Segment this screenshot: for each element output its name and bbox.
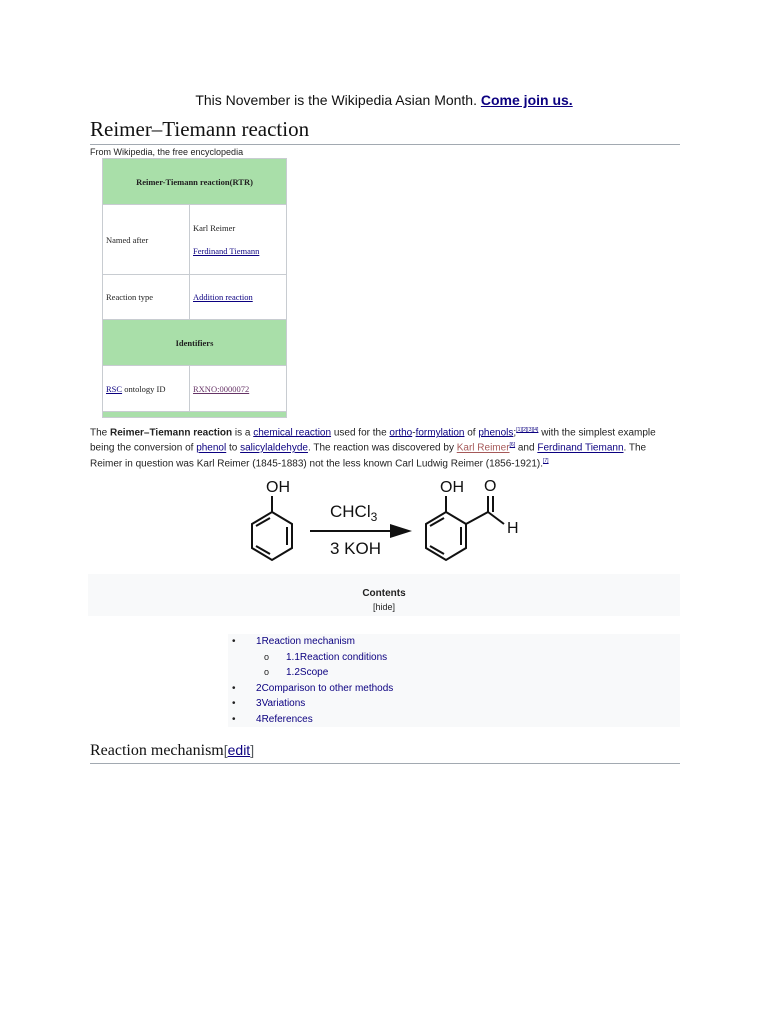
rxno-link[interactable]: RXNO:0000072 <box>193 383 250 394</box>
citation-ref[interactable]: [6] <box>509 442 516 449</box>
infobox-header: Reimer-Tiemann reaction(RTR) <box>103 159 287 205</box>
edit-section-link[interactable]: edit <box>227 742 251 758</box>
edit-bracket-close: ] <box>250 742 255 758</box>
intro-text: used for the <box>331 427 390 439</box>
bullet-icon: • <box>232 682 236 694</box>
ortho-link[interactable]: ortho <box>389 427 413 439</box>
rsc-link[interactable]: RSC <box>106 383 123 394</box>
aldehyde-h-label: H <box>507 520 519 537</box>
toc-link-references[interactable]: References <box>261 713 313 725</box>
intro-text: The <box>90 427 111 439</box>
bullet-icon: • <box>232 636 236 647</box>
identifiers-header: Identifiers <box>103 320 287 366</box>
section-title: Reaction mechanism <box>90 742 224 759</box>
phenol-link[interactable]: phenol <box>196 442 227 454</box>
toc-number[interactable]: 4 <box>256 713 262 725</box>
reagent-chcl3 <box>330 502 378 524</box>
circle-bullet-icon: o <box>264 651 270 662</box>
ferdinand-tiemann-text-link[interactable]: Ferdinand Tiemann <box>537 442 624 454</box>
intro-text: with the simplest example being the conversion of <box>90 427 656 454</box>
toc-number[interactable]: 3 <box>256 698 262 709</box>
reaction-type-label: Reaction type <box>103 275 190 320</box>
circle-bullet-icon: o <box>264 667 270 677</box>
toc-item[interactable] <box>228 696 680 712</box>
phenols-link[interactable]: phenols <box>478 427 514 439</box>
edit-bracket-open: [ <box>223 742 228 758</box>
intro-paragraph <box>90 424 680 470</box>
bullet-icon: • <box>232 698 236 709</box>
chemical-reaction-link[interactable]: chemical reaction <box>253 427 332 439</box>
toc-title: Contents <box>362 588 406 599</box>
formylation-link[interactable]: formylation <box>415 427 465 439</box>
aldehyde-o-label: O <box>484 478 497 495</box>
karl-reimer-text: Karl Reimer <box>193 222 236 233</box>
intro-text: . The reaction was discovered by <box>307 442 457 454</box>
reaction-arrowhead <box>390 524 412 538</box>
citation-ref[interactable]: [7] <box>543 457 549 464</box>
intro-text: - <box>412 427 416 439</box>
salicylaldehyde-link[interactable]: salicylaldehyde <box>240 442 308 454</box>
karl-reimer-link[interactable]: Karl Reimer <box>456 442 510 454</box>
intro-text: and <box>515 442 538 454</box>
site-notice-banner <box>0 92 768 108</box>
toc-list <box>228 634 680 727</box>
named-after-value <box>190 205 287 275</box>
toc-number[interactable]: 2 <box>256 682 262 694</box>
toc-link-variations[interactable]: Variations <box>261 698 306 709</box>
toc-link-reaction-conditions[interactable]: Reaction conditions <box>299 651 388 663</box>
section-heading-reaction-mechanism <box>90 742 680 764</box>
phenol-oh-label: OH <box>266 479 290 496</box>
article-subject: Reimer–Tiemann reaction <box>110 427 233 439</box>
bullet-icon: • <box>232 713 236 725</box>
toc-subitem[interactable] <box>228 650 680 666</box>
toc-number[interactable]: 1.1 <box>286 651 300 663</box>
infobox-footer <box>103 412 287 418</box>
reagent-chcl3-sub: 3 <box>370 510 378 524</box>
infobox <box>102 158 287 418</box>
intro-text: is a <box>232 427 254 439</box>
page-title: Reimer–Tiemann reaction <box>90 117 680 145</box>
toc-item[interactable] <box>228 634 680 650</box>
intro-text: ; <box>513 427 517 439</box>
aldehyde-h-bond <box>488 512 504 524</box>
intro-text: of <box>464 427 479 439</box>
toc-subitem[interactable] <box>228 665 680 681</box>
reagent-chcl3-text: CHCl <box>330 502 371 521</box>
toc-link-reaction-mechanism[interactable]: Reaction mechanism <box>261 636 355 647</box>
come-join-link[interactable]: Come join us. <box>480 92 573 108</box>
ferdinand-tiemann-link[interactable]: Ferdinand Tiemann <box>193 245 260 256</box>
toc-link-comparison[interactable]: Comparison to other methods <box>261 682 394 694</box>
aldehyde-bond <box>466 512 488 524</box>
toc-number[interactable]: 1 <box>256 636 262 647</box>
named-after-label: Named after <box>103 205 190 275</box>
salicylaldehyde-oh-label: OH <box>440 479 464 496</box>
rsc-ontology-label <box>103 366 190 412</box>
toc-item[interactable] <box>228 712 680 728</box>
toc-item[interactable] <box>228 681 680 697</box>
table-of-contents <box>88 574 680 616</box>
banner-text: This November is the Wikipedia Asian Month. <box>195 92 481 108</box>
reaction-scheme-image <box>240 472 540 572</box>
toc-link-scope[interactable]: Scope <box>299 667 329 678</box>
intro-text: . The Reimer in question was Karl Reimer (1845-1883) not the less known Carl Ludwig Reimer (1856-1921). <box>90 442 647 469</box>
reagent-koh: 3 KOH <box>330 539 382 558</box>
page-subtitle: From Wikipedia, the free encyclopedia <box>90 147 244 157</box>
toc-number[interactable]: 1.2 <box>286 667 300 678</box>
toc-hide-toggle[interactable]: [hide] <box>372 602 396 612</box>
citation-refs[interactable]: [1][2][3][4] <box>516 427 539 433</box>
intro-text: to <box>226 442 241 454</box>
addition-reaction-link[interactable]: Addition reaction <box>193 292 253 302</box>
rsc-label-rest: ontology ID <box>122 383 166 394</box>
